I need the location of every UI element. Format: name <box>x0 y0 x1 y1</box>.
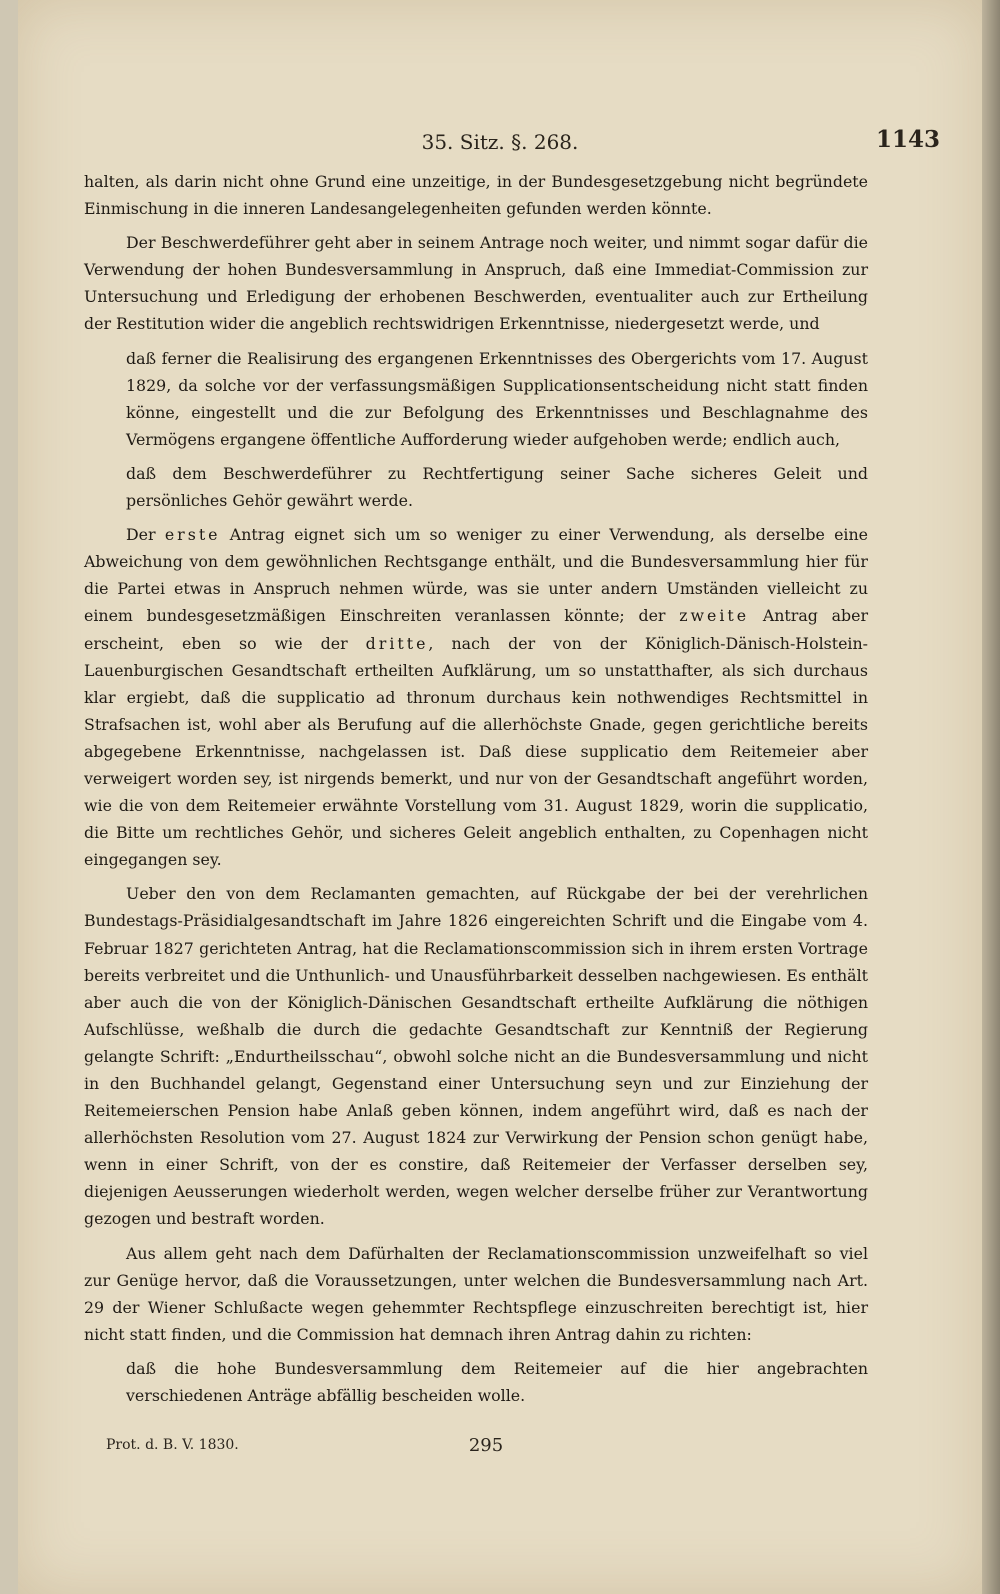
sheet-number: 295 <box>468 1435 504 1456</box>
text-segment: , nach der von der Königlich-Dänisch-Holstein-Lauenburgischen Gesandtschaft ertheilten Aufklärung, um so unstatthafter, als sich durchaus klar ergiebt, daß die supplicatio ad thronum durchaus kein nothwendiges Rechtsmittel in Strafsachen ist, wohl aber als Berufung auf die allerhöchste Gnade, gegen gerichtliche bereits abgegebene Erkenntnisse, nachgelassen ist. Daß diese supplicatio dem Reitemeier aber verweigert worden sey, ist nirgends bemerkt, und nur von der Gesandtschaft angeführt worden, wie die von dem Reitemeier erwähnte Vorstellung vom 31. August 1829, worin die supplicatio, die Bitte um rechtliches Gehör, und sicheres Geleit angeblich enthalten, zu Copenhagen nicht eingegangen sey. <box>84 633 868 870</box>
paragraph: Ueber den von dem Reclamanten gemachten, auf Rückgabe der bei der verehrlichen Bundestags-Präsidialgesandtschaft im Jahre 1826 eingereichten Schrift und die Eingabe vom 4. Februar 1827 gerichteten Antrag, hat die Reclamationscommission sich in ihrem ersten Vortrage bereits verbreitet und die Unthunlich- und Unausführbarkeit desselben nachgewiesen. Es enthält aber auch die von der Königlich-Dänischen Gesandtschaft ertheilte Aufklärung die nöthigen Aufschlüsse, weßhalb die durch die gedachte Gesandtschaft zur Kenntniß der Regierung gelangte Schrift: „Endurtheilsschau“, obwohl solche nicht an die Bundesversammlung und nicht in den Buchhandel gelangt, Gegenstand einer Untersuchung seyn und zur Einziehung der Reitemeierschen Pension habe Anlaß geben können, indem angeführt wird, daß es nach der allerhöchsten Resolution vom 27. August 1824 zur Verwirkung der Pension schon genügt habe, wenn in einer Schrift, von der es constire, daß Reitemeier der Verfasser derselben sey, diejenigen Aeusserungen wiederholt werden, wegen welcher derselbe früher zur Verantwortung gezogen und bestraft worden. <box>84 884 868 1229</box>
page <box>18 0 982 1594</box>
spaced-emphasis: erste <box>164 525 221 545</box>
paragraph: daß die hohe Bundesversammlung dem Reitemeier auf die hier angebrachten verschiedenen Anträge abfällig bescheiden wolle. <box>126 1358 868 1406</box>
page-edge <box>982 0 1000 1594</box>
text-segment: Antrag eignet sich um so weniger zu einer Verwendung, als derselbe eine Abweichung von dem gewöhnlichen Rechtsgange enthält, und die Bundesversammlung hier für die Partei etwas in Anspruch nehmen würde, was sie unter andern Umständen vielleicht zu einem bundesgesetzmäßigen Einschreiten veranlassen könnte; der <box>84 525 869 626</box>
spaced-emphasis: zweite <box>679 606 750 626</box>
paragraph: daß dem Beschwerdeführer zu Rechtfertigung seiner Sache sicheres Geleit und persönliches Gehör gewährt werde. <box>126 463 868 511</box>
page-body <box>84 168 868 1416</box>
page-footer <box>106 1437 866 1461</box>
paragraph: Der Beschwerdeführer geht aber in seinem Antrage noch weiter, und nimmt sogar dafür die Verwendung der hohen Bundesversammlung in Anspruch, daß eine Immediat-Commission zur Untersuchung und Erledigung der erhobenen Beschwerden, eventualiter auch zur Ertheilung der Restitution wider die angeblich rechtswidrigen Erkenntnisse, niedergesetzt werde, und <box>84 233 868 334</box>
paragraph <box>84 521 868 873</box>
spaced-emphasis: dritte <box>365 633 429 653</box>
page-number: 1143 <box>875 126 940 153</box>
paragraph: halten, als darin nicht ohne Grund eine unzeitige, in der Bundesgesetzgebung nicht begründete Einmischung in die inneren Landesangelegenheiten gefunden werden könnte. <box>84 172 868 219</box>
paragraph: daß ferner die Realisirung des ergangenen Erkenntnisses des Obergerichts vom 17. August 1829, da solche vor der verfassungsmäßigen Supplicationsentscheidung nicht statt finden könne, eingestellt und die zur Befolgung des Erkenntnisses und Beschlagnahme des Vermögens ergangene öffentliche Aufforderung wieder aufgehoben werde; endlich auch, <box>126 348 868 449</box>
running-title: 35. Sitz. §. 268. <box>421 130 579 154</box>
page-header <box>58 126 942 156</box>
paragraph: Aus allem geht nach dem Dafürhalten der Reclamationscommission unzweifelhaft so viel zur Genüge hervor, daß die Voraussetzungen, unter welchen die Bundesversammlung nach Art. 29 der Wiener Schlußacte wegen gehemmter Rechtspflege einzuschreiten berechtigt ist, hier nicht statt finden, und die Commission hat demnach ihren Antrag dahin zu richten: <box>84 1243 868 1344</box>
text-segment: Antrag aber erscheint, eben so wie der <box>84 606 868 653</box>
footer-signature: Prot. d. B. V. 1830. <box>106 1437 239 1453</box>
text-segment: Der <box>126 525 165 545</box>
